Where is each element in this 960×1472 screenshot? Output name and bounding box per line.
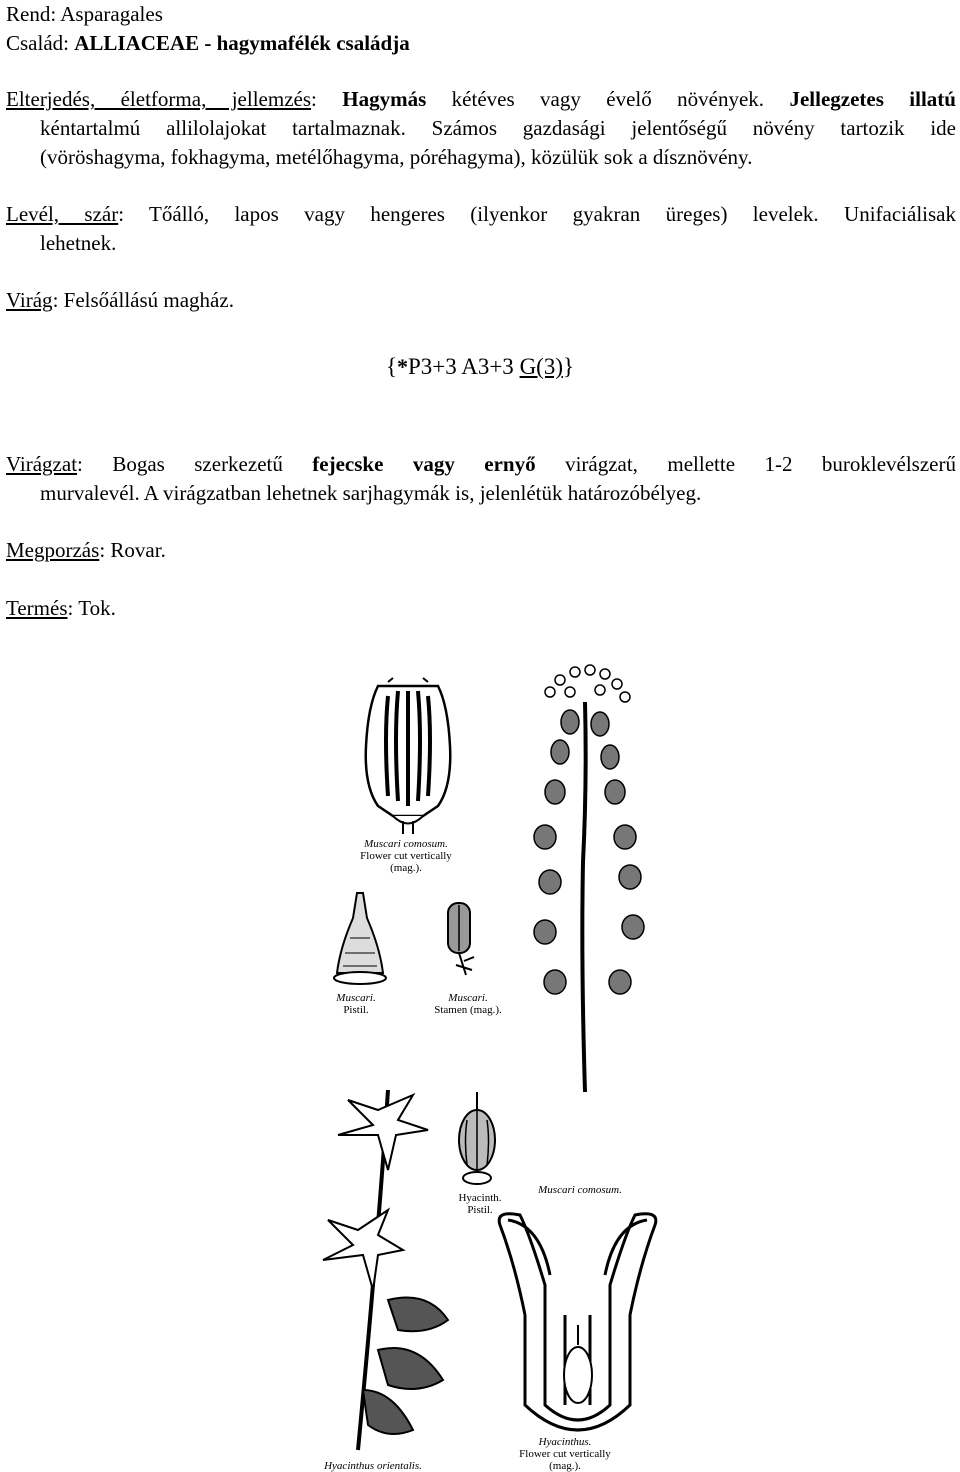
inflorescence-label: Virágzat [6, 452, 78, 476]
flower-formula: {*P3+3 A3+3 G(3)} [385, 354, 575, 379]
distribution-bold-2: Jellegzetes illatú [789, 87, 956, 111]
family-line [6, 29, 956, 58]
header [6, 0, 956, 58]
distribution-line-2: kéntartalmú allilolajokat tartalmaznak. Számos gazdasági jelentőségű növény tartozik ide [40, 116, 956, 140]
gynoecium: G(3) [519, 354, 563, 379]
distribution-line-1: Elterjedés, életforma, jellemzés: Hagymás kétéves vagy évelő növények. Jellegzetes illatú [6, 87, 956, 111]
distribution-bold-1: Hagymás [342, 87, 427, 111]
section-flower [6, 286, 956, 315]
pollination-label: Megporzás [6, 538, 100, 562]
caption-muscari-pistil: Muscari. Pistil. [336, 992, 376, 1016]
inflorescence-line-2: murvalevél. A virágzatban lehetnek sarjhagymák is, jelenlétük határozóbélyeg. [40, 481, 702, 505]
leaf-line-1: Levél, szár: Tőálló, lapos vagy hengeres (ilyenkor gyakran üreges) levelek. Unifaciálisak [6, 202, 956, 226]
caption-muscari-stamen: Muscari. Stamen (mag.). [434, 992, 502, 1016]
muscari-pistil-illustration [325, 888, 395, 988]
section-distribution [6, 85, 956, 172]
family-name: ALLIACEAE [74, 31, 200, 55]
order-value: Asparagales [60, 2, 163, 26]
actinomorphic-star: * [396, 354, 408, 379]
leaf-label: Levél, szár [6, 202, 119, 226]
muscari-flower-section-illustration [348, 676, 468, 836]
muscari-comosum-raceme-illustration [515, 662, 665, 1102]
section-fruit: Termés: Tok. [6, 596, 116, 620]
fruit-label: Termés [6, 596, 68, 620]
order-line [6, 0, 956, 29]
inflorescence-line-1: Virágzat: Bogas szerkezetű fejecske vagy ernyő virágzat, mellette 1-2 buroklevélszerű [6, 452, 956, 476]
caption-hyacinthus-section: Hyacinthus. Flower cut vertically (mag.). [519, 1436, 611, 1472]
section-inflorescence [6, 450, 956, 508]
flower-line: Virág: Felsőállású magház. [6, 288, 234, 312]
hyacinthus-orientalis-illustration [318, 1090, 458, 1460]
flower-label: Virág [6, 288, 53, 312]
hyacinth-pistil-illustration [452, 1090, 502, 1190]
caption-muscari-comosum: Muscari comosum. [538, 1184, 622, 1196]
caption-muscari-section: Muscari comosum. Flower cut vertically (mag.). [360, 838, 452, 874]
family-common: hagymafélék családja [216, 31, 410, 55]
muscari-stamen-illustration [438, 895, 488, 985]
family-label: Család: [6, 31, 69, 55]
order-label: Rend: [6, 2, 57, 26]
family-dash: - [199, 31, 217, 55]
leaf-line-2: lehetnek. [40, 231, 117, 255]
section-pollination: Megporzás: Rovar. [6, 538, 166, 562]
caption-hyacinth-pistil: Hyacinth. Pistil. [458, 1192, 502, 1216]
hyacinthus-flower-section-illustration [490, 1205, 665, 1440]
distribution-line-3: (vöröshagyma, fokhagyma, metélőhagyma, póréhagyma), közülük sok a dísznövény. [40, 145, 753, 169]
section-leaf [6, 200, 956, 258]
caption-hyacinthus-orientalis: Hyacinthus orientalis. [324, 1460, 422, 1472]
distribution-label: Elterjedés, életforma, jellemzés [6, 87, 312, 111]
